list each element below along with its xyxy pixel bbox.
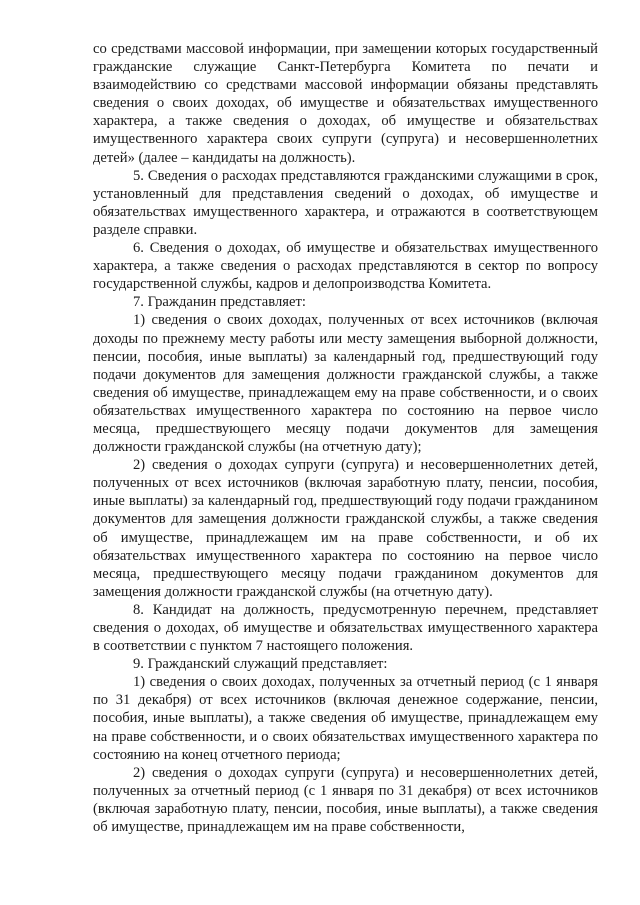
paragraph-7-item-2: 2) сведения о доходах супруги (супруга) и несовершеннолетних детей, полученных от всех источников (включая заработную плату, пенсии, пособия, иные выплаты) за календарный год, предшествующий году подачи гражданином документов для замещения должности гражданской службы, а также сведения об имуществе, принадлежащем им на праве собственности, и об их обязательствах имущественного характера по состоянию на первое число месяца, предшествующего месяцу подачи гражданином документов для замещения должности гражданской службы (на отчетную дату). xyxy=(93,457,598,600)
paragraph-9-item-2: 2) сведения о доходах супруги (супруга) и несовершеннолетних детей, полученных за отчетный период (с 1 января по 31 декабря) от всех источников (включая заработную плату, пенсии, пособия, иные выплаты), а также сведения об имуществе, принадлежащем им на праве собственности, xyxy=(93,764,598,836)
paragraph-8: 8. Кандидат на должность, предусмотренную перечнем, представляет сведения о доходах, об имуществе и обязательствах имущественного характера в соответствии с пунктом 7 настоящего положения. xyxy=(93,601,598,655)
paragraph-9-item-1: 1) сведения о своих доходах, полученных за отчетный период (с 1 января по 31 декабря) от всех источников (включая денежное содержание, пенсии, пособия, иные выплаты), а также сведения об имуществе, принадлежащем ему на праве собственности, и о своих обязательствах имущественного характера по состоянию на конец отчетного периода; xyxy=(93,674,598,763)
paragraph-4-continuation: со средствами массовой информации, при замещении которых государственный гражданские служащие Санкт-Петербурга Комитета по печати и взаимодействию со средствами массовой информации обязаны представлять сведения о своих доходах, об имуществе и обязательствах имущественного характера, а также сведения о доходах, об имуществе и обязательствах имущественного характера своих супруги (супруга) и несовершеннолетних детей» (далее – кандидаты на должность). xyxy=(93,41,598,166)
paragraph-5: 5. Сведения о расходах представляются гражданскими служащими в срок, установленный для представления сведений о доходах, об имуществе и обязательствах имущественного характера, и отражаются в соответствующем разделе справки. xyxy=(93,167,598,238)
document-body xyxy=(93,40,598,836)
paragraph-7-item-1: 1) сведения о своих доходах, полученных от всех источников (включая доходы по прежнему месту работы или месту замещения выборной должности, пенсии, пособия, иные выплаты) за календарный год, предшествующий году подачи документов для замещения должности гражданской службы, а также сведения об имуществе, принадлежащем ему на праве собственности, и о своих обязательствах имущественного характера по состоянию на первое число месяца, предшествующего месяцу подачи документов для замещения должности гражданской службы (на отчетную дату); xyxy=(93,312,598,456)
paragraph-7-heading: 7. Гражданин представляет: xyxy=(133,294,306,311)
paragraph-6: 6. Сведения о доходах, об имуществе и обязательствах имущественного характера, а также сведения о расходах представляются в сектор по вопросу государственной службы, кадров и делопроизводства Комитета. xyxy=(93,240,598,293)
paragraph-9-heading: 9. Гражданский служащий представляет: xyxy=(133,656,388,673)
